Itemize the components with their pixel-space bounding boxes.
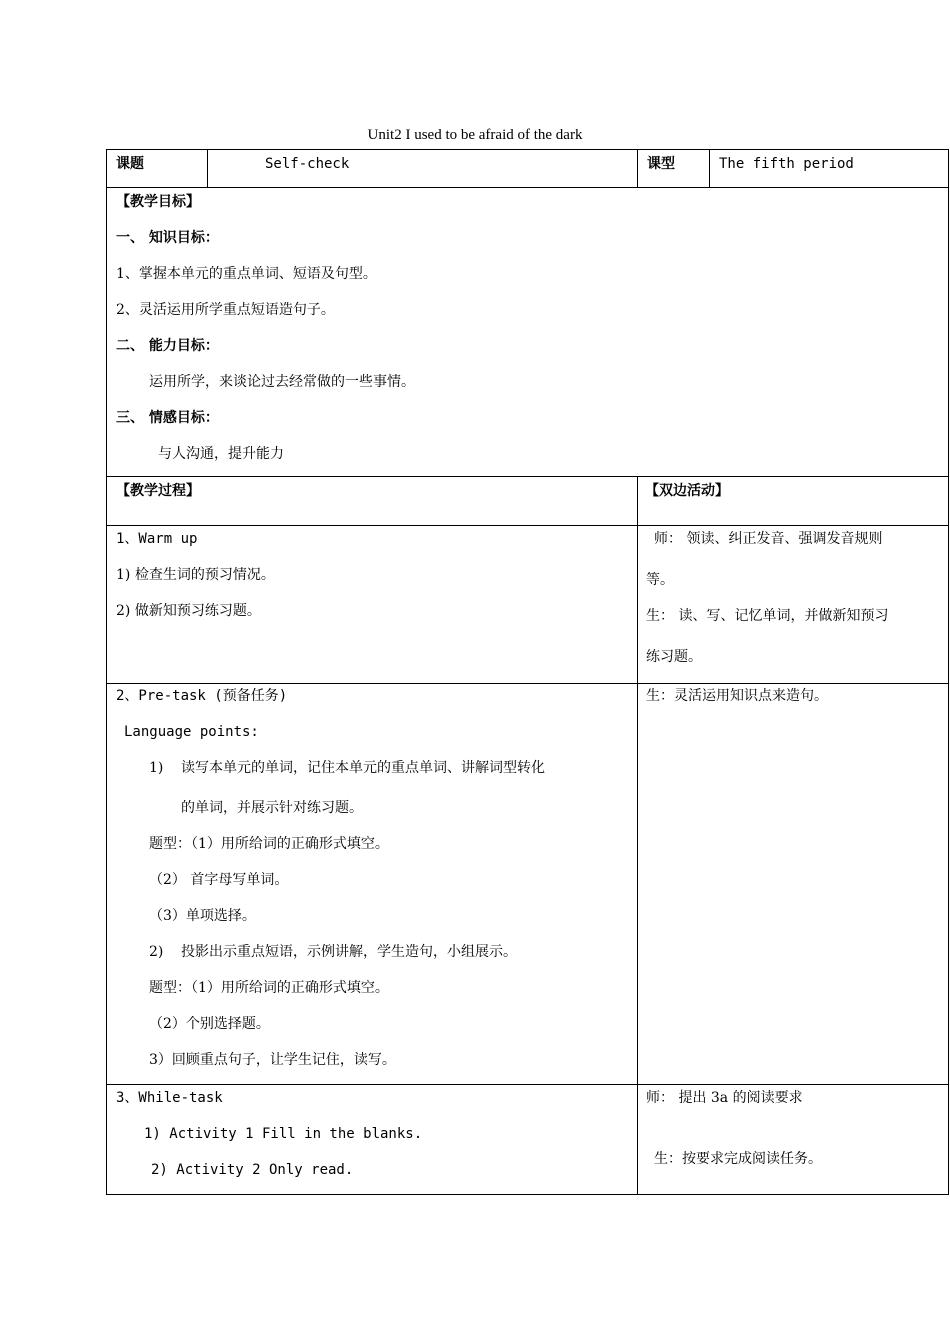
objectives-heading: 【教学目标】 [116, 194, 200, 210]
knowledge-item: 2、灵活运用所学重点短语造句子。 [116, 302, 335, 318]
step1-activity-line: 师： 领读、纠正发音、强调发音规则 [654, 531, 883, 547]
type-value-cell [709, 149, 949, 188]
step2-item1-line2: 的单词，并展示针对练习题。 [181, 800, 363, 816]
step3-cell [106, 1084, 638, 1195]
step2-item3: 3）回顾重点句子，让学生记住，读写。 [149, 1052, 396, 1068]
document-title: Unit2 I used to be afraid of the dark [367, 127, 583, 143]
step2-type2-b: （2）个别选择题。 [149, 1016, 270, 1032]
emotion-text: 与人沟通，提升能力 [158, 446, 284, 462]
step2-cell [106, 683, 638, 1085]
objectives-cell [106, 187, 949, 477]
step1-activity-line: 等。 [646, 572, 674, 588]
topic-label-cell [106, 149, 208, 188]
step2-type1-c: （3）单项选择。 [149, 908, 256, 924]
knowledge-item: 1、掌握本单元的重点单词、短语及句型。 [116, 266, 377, 282]
step2-type2-label: 题型：（1）用所给词的正确形式填空。 [149, 980, 389, 996]
step2-activity: 生：灵活运用知识点来造句。 [646, 688, 828, 704]
step2-activity-cell [637, 683, 949, 1085]
step3-activity-line: 生：按要求完成阅读任务。 [654, 1151, 822, 1167]
type-label: 课型 [647, 156, 675, 172]
step1-item: 2) 做新知预习练习题。 [116, 603, 261, 619]
step1-item: 1) 检查生词的预习情况。 [116, 567, 275, 583]
emotion-heading: 三、 情感目标： [116, 410, 219, 426]
type-label-cell [637, 149, 710, 188]
step3-title: 3、While-task [116, 1090, 223, 1106]
step3-activity-cell [637, 1084, 949, 1195]
step3-item: 2) Activity 2 Only read. [151, 1162, 354, 1178]
step2-type1-label: 题型：（1）用所给词的正确形式填空。 [149, 836, 389, 852]
step2-item2-num: 2) [149, 944, 164, 960]
step1-activity-line: 生： 读、写、记忆单词，并做新知预习 [646, 608, 889, 624]
knowledge-heading: 一、 知识目标： [116, 230, 219, 246]
activity-heading: 【双边活动】 [645, 483, 729, 499]
topic-label: 课题 [116, 156, 144, 172]
step3-item: 1) Activity 1 Fill in the blanks. [144, 1126, 423, 1142]
process-header-left [106, 476, 638, 526]
topic-value-cell [207, 149, 638, 188]
ability-text: 运用所学，来谈论过去经常做的一些事情。 [149, 374, 415, 390]
step1-activity-line: 练习题。 [646, 649, 702, 665]
step3-activity-line: 师： 提出 3a 的阅读要求 [646, 1090, 803, 1106]
step2-type1-b: （2） 首字母写单词。 [149, 872, 289, 888]
step2-item1-line1: 读写本单元的单词，记住本单元的重点单词、讲解词型转化 [181, 760, 545, 776]
step2-subtitle: Language points: [124, 724, 259, 740]
step1-title: 1、Warm up [116, 531, 198, 547]
type-value: The fifth period [719, 156, 854, 172]
step1-activity-cell [637, 525, 949, 684]
step2-item1-num: 1) [149, 760, 164, 776]
step1-cell [106, 525, 638, 684]
ability-heading: 二、 能力目标： [116, 338, 219, 354]
step2-item2-text: 投影出示重点短语，示例讲解，学生造句，小组展示。 [181, 944, 517, 960]
process-heading: 【教学过程】 [116, 483, 200, 499]
topic-value: Self-check [265, 156, 350, 172]
process-header-right [637, 476, 949, 526]
step2-title: 2、Pre-task (预备任务) [116, 688, 288, 704]
